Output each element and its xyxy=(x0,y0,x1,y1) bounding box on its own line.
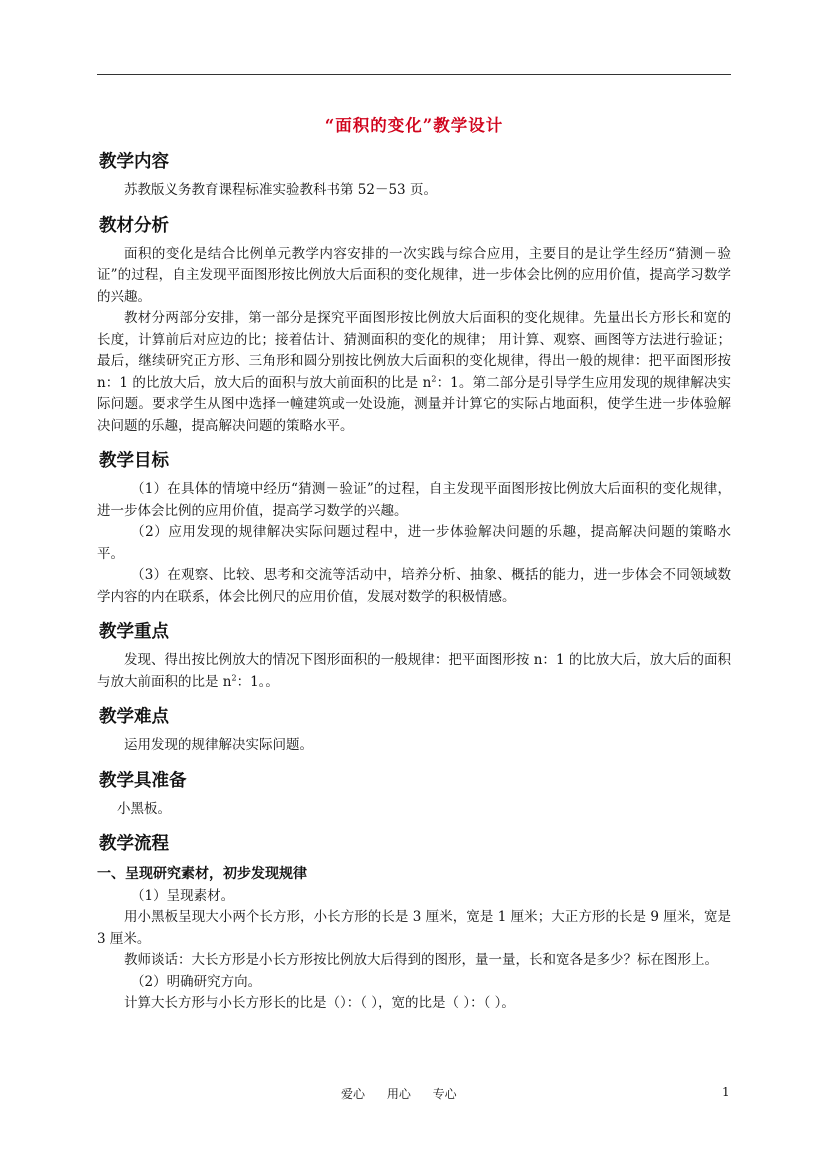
flow-paragraph-1: 用小黑板呈现大小两个长方形，小长方形的长是 3 厘米，宽是 1 厘米；大正方形的长是 9 厘米，宽是 3 厘米。 xyxy=(97,909,731,947)
heading-key-points: 教学重点 xyxy=(99,622,169,642)
superscript-2: 2 xyxy=(431,374,437,383)
goal-1: （1）在具体的情境中经历“猜测－验证”的过程，自主发现平面图形按比例放大后面积的变化规律，进一步体会比例的应用价值，提高学习数学的兴趣。 xyxy=(97,481,731,519)
document-body xyxy=(97,108,731,1015)
analysis-paragraph-2-part-b: ：1。第二部分是引导学生应用发现的规律解决实际问题。要求学生从图中选择一幢建筑或一处设施，测量并计算它的实际占地面积，使学生进一步体验解决问题的乐趣，提高解决问题的策略水平。 xyxy=(97,374,731,434)
document-title: “面积的变化”教学设计 xyxy=(324,116,504,135)
heading-difficulty: 教学难点 xyxy=(99,707,169,727)
header-rule xyxy=(97,74,731,75)
flow-subheading-1: 一、呈现研究素材，初步发现规律 xyxy=(97,866,307,882)
analysis-paragraph-2 xyxy=(97,308,731,437)
key-points-text-part-b: ：1。。 xyxy=(236,673,279,690)
heading-tools: 教学具准备 xyxy=(99,770,187,791)
flow-paragraph-3: 计算大长方形与小长方形长的比是（）：（ ），宽的比是（ ）：（ ）。 xyxy=(124,995,515,1011)
difficulty-text: 运用发现的规律解决实际问题。 xyxy=(124,737,313,753)
heading-content: 教学内容 xyxy=(99,152,169,172)
flow-step-1: （1）呈现素材。 xyxy=(131,887,235,904)
tools-text: 小黑板。 xyxy=(117,800,171,817)
footer-motto: 爱心 用心 专心 xyxy=(341,1087,457,1101)
key-points-text-part-a: 发现、得出按比例放大的情况下图形面积的一般规律：把平面图形按 n：1 的比放大后，放大后的面积与放大前面积的比是 n xyxy=(97,652,731,690)
heading-analysis: 教材分析 xyxy=(99,215,169,236)
goal-2: （2）应用发现的规律解决实际问题过程中，进一步体验解决问题的乐趣，提高解决问题的策略水平。 xyxy=(97,524,731,562)
heading-flow: 教学流程 xyxy=(99,834,169,854)
key-points-text xyxy=(97,650,731,693)
flow-paragraph-2: 教师谈话：大长方形是小长方形按比例放大后得到的图形，量一量，长和宽各是多少？标在图形上。 xyxy=(124,952,718,968)
flow-step-2: （2）明确研究方向。 xyxy=(131,973,262,990)
goal-3: （3）在观察、比较、思考和交流等活动中，培养分析、抽象、概括的能力，进一步体会不同领域数学内容的内在联系，体会比例尺的应用价值，发展对数学的积极情感。 xyxy=(97,567,731,605)
analysis-paragraph-1: 面积的变化是结合比例单元教学内容安排的一次实践与综合应用，主要目的是让学生经历“猜测－验证”的过程，自主发现平面图形按比例放大后面积的变化规律，进一步体会比例的应用价值，提高学习数学的兴趣。 xyxy=(97,245,731,305)
content-text: 苏教版义务教育课程标准实验教科书第 52－53 页。 xyxy=(124,182,437,198)
superscript-2: 2 xyxy=(231,673,237,682)
analysis-paragraph-2-part-a: 教材分两部分安排，第一部分是探究平面图形按比例放大后面积的变化规律。先量出长方形长和宽的长度，计算前后对应边的比；接着估计、猜测面积的变化的规律； 用计算、观察、画图等方法进行验证；最后，继续研究正方形、三角形和圆分别按比例放大后面积的变化规律，得出一般的规律：把平面图形按 n：1 的比放大后，放大后的面积与放大前面积的比是 n xyxy=(97,310,731,391)
page-footer xyxy=(0,1085,827,1105)
page-number: 1 xyxy=(722,1085,730,1099)
heading-goals: 教学目标 xyxy=(99,451,169,471)
